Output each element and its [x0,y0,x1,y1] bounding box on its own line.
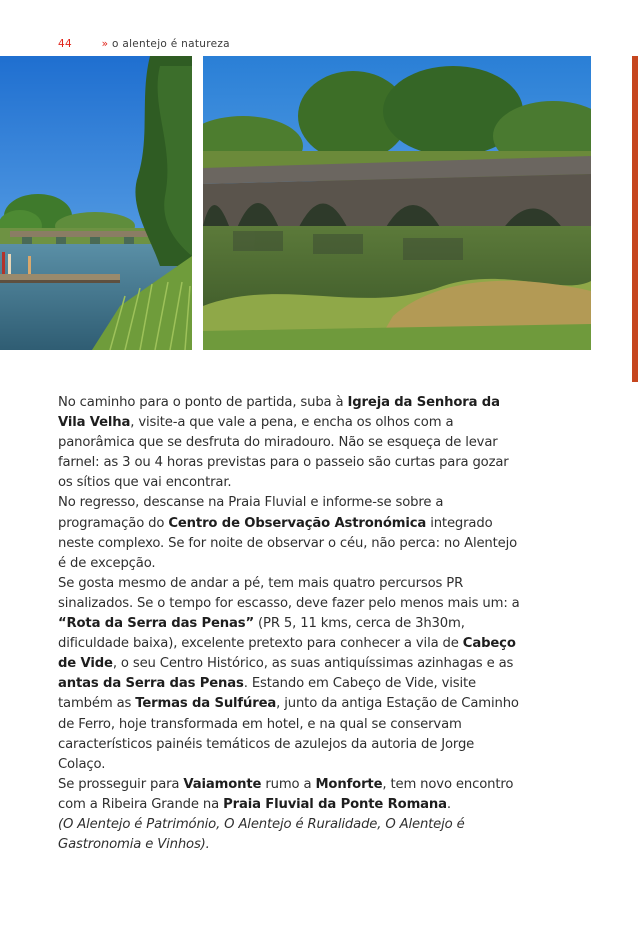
text-run: (PR 5, 11 kms, cerca de 3h30m, dificuldade baixa), excelente pretexto para conhecer a vila de [58,616,465,652]
page-edge-strip [632,56,638,382]
text-run: . [446,796,451,812]
text-run: . Estando em Cabeço de Vide, visite também as [58,676,476,712]
text-run: rumo a [261,776,316,792]
text-run: integrado neste complexo. Se for noite de observar o céu, não perca: no Alentejo é de excepção. [58,515,518,571]
text-run: , junto da antiga Estação de Caminho de Ferro, hoje transformada em hotel, e na qual se conservam característicos painéis temáticos de azulejos da autoria de Jorge Colaço. [58,696,519,772]
paragraph [58,393,522,493]
chevron-icon: » [101,38,109,50]
bold-text: Praia Fluvial da Ponte Romana [223,796,447,812]
running-header [58,38,230,50]
text-run: , o seu Centro Histórico, as suas antiquíssimas azinhagas e as [112,656,514,672]
photo-river-footbridge [0,56,192,350]
text-run: No caminho para o ponto de partida, suba à [58,395,348,410]
paragraph [58,493,522,573]
text-run: (O Alentejo é Património, O Alentejo é Ruralidade, O Alentejo é Gastronomia e Vinhos). [58,816,465,853]
paragraph [58,574,522,775]
page-number: 44 [58,38,72,50]
text-run: Se prosseguir para [58,776,184,792]
photo-roman-bridge [203,56,591,350]
text-run: Se gosta mesmo de andar a pé, tem mais quatro percursos PR sinalizados. Se o tempo for escasso, deve fazer pelo menos mais um: a [58,575,520,611]
text-run: , visite-a que vale a pena, e encha os olhos com a panorâmica que se desfruta do miradouro. Não se esqueça de levar farnel: as 3 ou 4 horas previstas para o passeio são curtas para gozar os sítios que vai encontrar. [58,415,509,491]
text-run: , tem novo encontro com a Ribeira Grande na [58,776,514,812]
bold-text: Termas da Sulfúrea [135,696,277,712]
bold-text: Cabeço de Vide [58,636,516,672]
section-title: o alentejo é natureza [111,38,230,50]
bold-text: Centro de Observação Astronómica [168,515,427,531]
bold-text: Igreja da Senhora da Vila Velha [58,395,500,431]
paragraph [58,775,522,815]
article-body [58,393,522,855]
paragraph [58,815,522,855]
bold-text: “Rota da Serra das Penas” [58,616,254,632]
bold-text: Vaiamonte [183,776,262,792]
bold-text: Monforte [315,776,383,792]
bold-text: antas da Serra das Penas [58,676,244,692]
text-run: No regresso, descanse na Praia Fluvial e informe-se sobre a programação do [58,495,444,531]
